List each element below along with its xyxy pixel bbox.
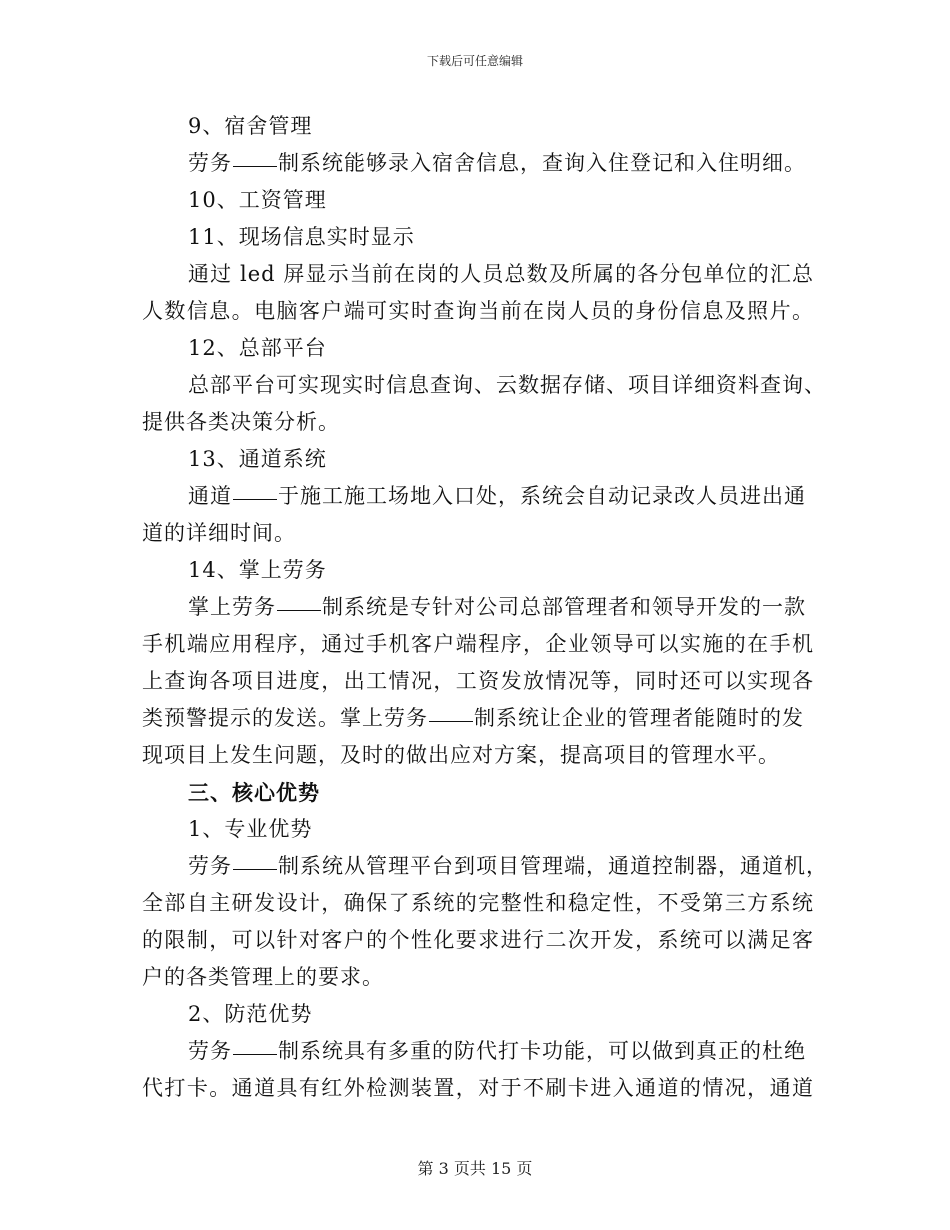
text-fragment: 掌上劳务 <box>188 595 276 619</box>
section-heading-14: 14、掌上劳务 <box>188 558 327 582</box>
section-heading-10: 10、工资管理 <box>188 188 327 212</box>
section-heading-13: 13、通道系统 <box>188 447 327 471</box>
blank-underline <box>429 720 473 722</box>
text-fragment: 类预警提示的发送。掌上劳务 <box>142 706 428 730</box>
text-fragment: 制系统让企业的管理者能随时的发 <box>474 706 804 730</box>
blank-underline <box>233 1053 277 1055</box>
paragraph-line: 道的详细时间。 <box>142 521 296 545</box>
paragraph-line <box>142 1033 814 1070</box>
text-fragment: 制系统具有多重的防代打卡功能，可以做到真正的杜绝 <box>278 1039 806 1063</box>
section-heading-12: 12、总部平台 <box>188 336 327 360</box>
paragraph-line <box>142 145 814 182</box>
paragraph-line: 的限制，可以针对客户的个性化要求进行二次开发，系统可以满足客 <box>142 928 814 952</box>
section-heading-11: 11、现场信息实时显示 <box>188 225 415 249</box>
text-fragment: 于施工施工场地入口处，系统会自动记录改人员进出通 <box>278 484 806 508</box>
section-heading-9: 9、宿舍管理 <box>188 114 313 138</box>
paragraph-line: 总部平台可实现实时信息查询、云数据存储、项目详细资料查询、 <box>188 373 826 397</box>
text-fragment: 制系统从管理平台到项目管理端，通道控制器，通道机， <box>278 854 828 878</box>
document-body <box>142 108 828 1107</box>
page-footer: 第 3 页共 15 页 <box>417 1159 533 1178</box>
paragraph-line <box>142 848 828 885</box>
paragraph-line: 通过 led 屏显示当前在岗的人员总数及所属的各分包单位的汇总 <box>188 262 814 286</box>
text-fragment: 劳务 <box>188 854 232 878</box>
paragraph-line <box>142 478 814 515</box>
paragraph-line: 提供各类决策分析。 <box>142 410 340 434</box>
text-fragment: 劳务 <box>188 151 232 175</box>
paragraph-line: 人数信息。电脑客户端可实时查询当前在岗人员的身份信息及照片。 <box>142 299 814 323</box>
blank-underline <box>233 165 277 167</box>
paragraph-line: 上查询各项目进度，出工情况，工资发放情况等，同时还可以实现各 <box>142 669 814 693</box>
blank-underline <box>233 868 277 870</box>
paragraph-line: 户的各类管理上的要求。 <box>142 965 384 989</box>
paragraph-line: 现项目上发生问题，及时的做出应对方案，提高项目的管理水平。 <box>142 743 780 767</box>
blank-underline <box>277 609 321 611</box>
text-fragment: 制系统是专针对公司总部管理者和领导开发的一款 <box>322 595 806 619</box>
text-fragment: 制系统能够录入宿舍信息，查询入住登记和入住明细。 <box>278 151 806 175</box>
paragraph-line: 全部自主研发设计，确保了系统的完整性和稳定性，不受第三方系统 <box>142 891 814 915</box>
paragraph-line <box>142 589 814 626</box>
page-header: 下载后可任意编辑 <box>426 54 523 68</box>
text-fragment: 劳务 <box>188 1039 232 1063</box>
paragraph-line <box>142 700 814 737</box>
section-heading-core-advantages: 三、核心优势 <box>188 780 320 805</box>
text-fragment: 通道 <box>188 484 232 508</box>
subsection-heading-prevention: 2、防范优势 <box>188 1002 313 1026</box>
paragraph-line: 手机端应用程序，通过手机客户端程序，企业领导可以实施的在手机 <box>142 632 814 656</box>
subsection-heading-professional: 1、专业优势 <box>188 817 313 841</box>
blank-underline <box>233 498 277 500</box>
paragraph-line: 代打卡。通道具有红外检测装置，对于不刷卡进入通道的情况，通道 <box>142 1076 814 1100</box>
